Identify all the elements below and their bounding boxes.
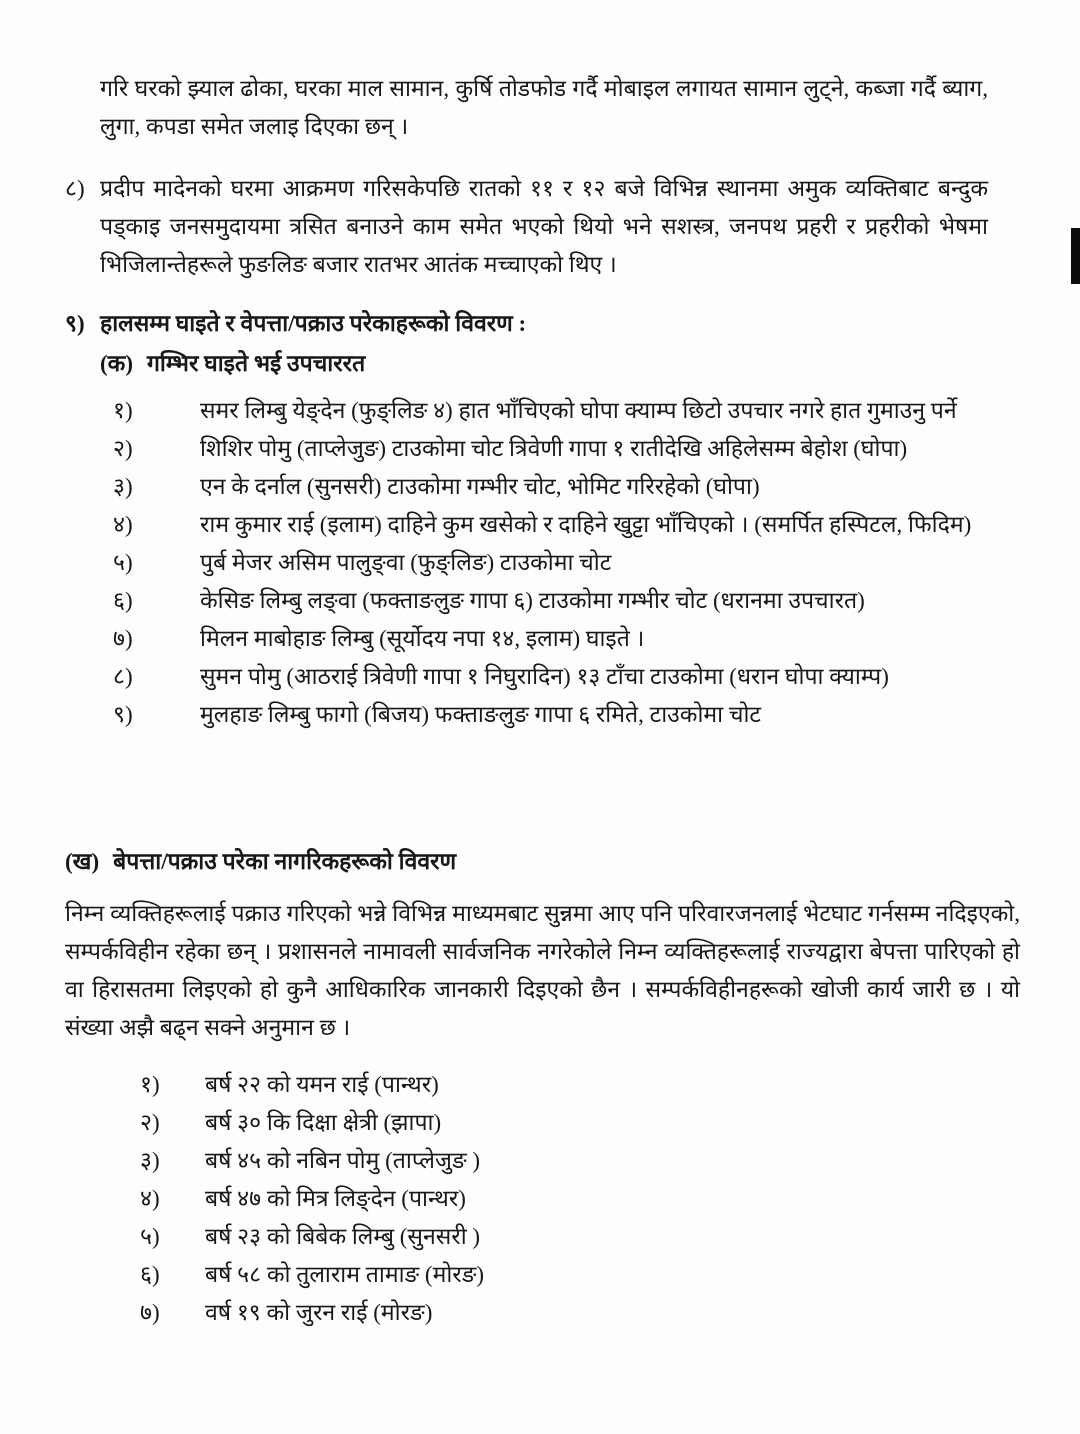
list-item: [140, 1294, 1000, 1332]
list-item: [140, 1256, 1000, 1294]
list-item-number: ४): [113, 512, 133, 537]
section-number: ९): [65, 311, 85, 336]
subsection-label: (क): [100, 351, 133, 376]
subsection-title: बेपत्ता/पक्राउ परेका नागरिकहरूको विवरण: [113, 849, 457, 874]
list-item: [140, 1104, 1000, 1142]
missing-persons-paragraph: निम्न व्यक्तिहरूलाई पक्राउ गरिएको भन्ने विभिन्न माध्यमबाट सुन्नमा आए पनि परिवारजनलाई भेटघाट गर्नसम्म नदिइएको, सम्पर्कविहीन रहेका छन् । प्रशासनले नामावली सार्वजनिक नगरेकोले निम्न व्यक्तिहरूलाई राज्यद्वारा बेपत्ता पारिएको हो वा हिरासतमा लिइएको हो कुनै आधिकारिक जानकारी दिइएको छैन । सम्पर्कविहीनहरूको खोजी कार्य जारी छ । यो संख्या अझै बढ्न सक्ने अनुमान छ ।: [65, 901, 1020, 1040]
list-item-number: १): [140, 1072, 160, 1097]
list-item-text: बर्ष २२ को यमन राई (पान्थर): [205, 1072, 439, 1097]
list-item: [113, 506, 990, 544]
list-item-text: वर्ष १९ को जुरन राई (मोरङ): [205, 1300, 433, 1325]
list-item: [113, 544, 990, 582]
list-item-number: ७): [140, 1300, 160, 1325]
list-item: [113, 430, 990, 468]
list-item: [140, 1180, 1000, 1218]
list-item: [113, 696, 990, 734]
subsection-b-heading: [65, 843, 456, 881]
list-item-text: समर लिम्बु येङ्देन (फुङ्लिङ ४) हात भाँचिएको घोपा क्याम्प छिटो उपचार नगरे हात गुमाउनु पर्ने: [200, 398, 957, 423]
section-title: हालसम्म घाइते र वेपत्ता/पक्राउ परेकाहरूको विवरण :: [100, 311, 527, 336]
list-item-text: मुलहाङ लिम्बु फागो (बिजय) फक्ताङलुङ गापा ६ रमिते, टाउकोमा चोट: [200, 702, 762, 727]
list-item-number: ३): [113, 474, 133, 499]
list-item-number: १): [113, 398, 133, 423]
subsection-title: गम्भिर घाइते भई उपचाररत: [146, 351, 366, 376]
list-item-number: ९): [113, 702, 133, 727]
list-item: [113, 392, 990, 430]
list-item: [113, 582, 990, 620]
list-item-number: ५): [140, 1224, 160, 1249]
list-item-text: पुर्ब मेजर असिम पालुङ्वा (फुङ्लिङ) टाउकोमा चोट: [200, 550, 612, 575]
injured-list: [113, 392, 990, 734]
list-item-number: २): [140, 1110, 160, 1135]
list-item-text: सुमन पोमु (आठराई त्रिवेणी गापा १ निघुरादिन) १३ टाँचा टाउकोमा (धरान घोपा क्याम्प): [200, 664, 889, 689]
missing-list: [140, 1066, 1000, 1332]
list-item-text: बर्ष ५८ को तुलाराम तामाङ (मोरङ): [205, 1262, 485, 1287]
list-item-text: एन के दर्नाल (सुनसरी) टाउकोमा गम्भीर चोट, भोमिट गरिरहेको (घोपा): [200, 474, 760, 499]
numbered-paragraph-8: [65, 170, 988, 284]
list-item-text: शिशिर पोमु (ताप्लेजुङ) टाउकोमा चोट त्रिवेणी गापा १ रातीदेखि अहिलेसम्म बेहोश (घोपा): [200, 436, 908, 461]
list-item: [113, 658, 990, 696]
list-item: [140, 1142, 1000, 1180]
list-item-text: बर्ष ४५ को नबिन पोमु (ताप्लेजुङ ): [205, 1148, 481, 1173]
item-text: प्रदीप मादेनको घरमा आक्रमण गरिसकेपछि रातको ११ र १२ बजे विभिन्न स्थानमा अमुक व्यक्तिबाट बन्दुक पड्काइ जनसमुदायमा त्रसित बनाउने काम समेत भएको थियो भने सशस्त्र, जनपथ प्रहरी र प्रहरीको भेषमा भिजिलान्तेहरूले फुङलिङ बजार रातभर आतंक मच्चाएको थिए ।: [100, 176, 988, 277]
list-item-text: बर्ष ३० कि दिक्षा क्षेत्री (झापा): [205, 1110, 442, 1135]
list-item-number: ६): [113, 588, 133, 613]
list-item-number: ३): [140, 1148, 160, 1173]
list-item-text: केसिङ लिम्बु लङ्वा (फक्ताङलुङ गापा ६) टाउकोमा गम्भीर चोट (धरानमा उपचारत): [200, 588, 865, 613]
subsection-a-heading: [100, 345, 365, 383]
list-item-text: बर्ष ४७ को मित्र लिङ्देन (पान्थर): [205, 1186, 466, 1211]
list-item-number: २): [113, 436, 133, 461]
subsection-label: (ख): [65, 849, 100, 874]
list-item-number: ६): [140, 1262, 160, 1287]
list-item-number: ४): [140, 1186, 160, 1211]
list-item: [140, 1218, 1000, 1256]
scan-artifact-bar: [1071, 228, 1080, 284]
list-item-text: बर्ष २३ को बिबेक लिम्बु (सुनसरी ): [205, 1224, 481, 1249]
list-item: [113, 620, 990, 658]
section-9-heading: [65, 305, 988, 343]
list-item: [113, 468, 990, 506]
item-number: ८): [65, 176, 85, 201]
list-item-text: मिलन माबोहाङ लिम्बु (सूर्योदय नपा १४, इलाम) घाइते ।: [200, 626, 645, 651]
list-item: [140, 1066, 1000, 1104]
list-item-number: ५): [113, 550, 133, 575]
list-item-number: ८): [113, 664, 133, 689]
intro-paragraph: गरि घरको झ्याल ढोका, घरका माल सामान, कुर्षि तोडफोड गर्दै मोबाइल लगायत सामान लुट्ने, कब्जा गर्दै ब्याग, लुगा, कपडा समेत जलाइ दिएका छन् ।: [100, 76, 988, 139]
list-item-number: ७): [113, 626, 133, 651]
list-item-text: राम कुमार राई (इलाम) दाहिने कुम खसेको र दाहिने खुट्टा भाँचिएको । (समर्पित हस्पिटल, फिदिम): [200, 512, 972, 537]
